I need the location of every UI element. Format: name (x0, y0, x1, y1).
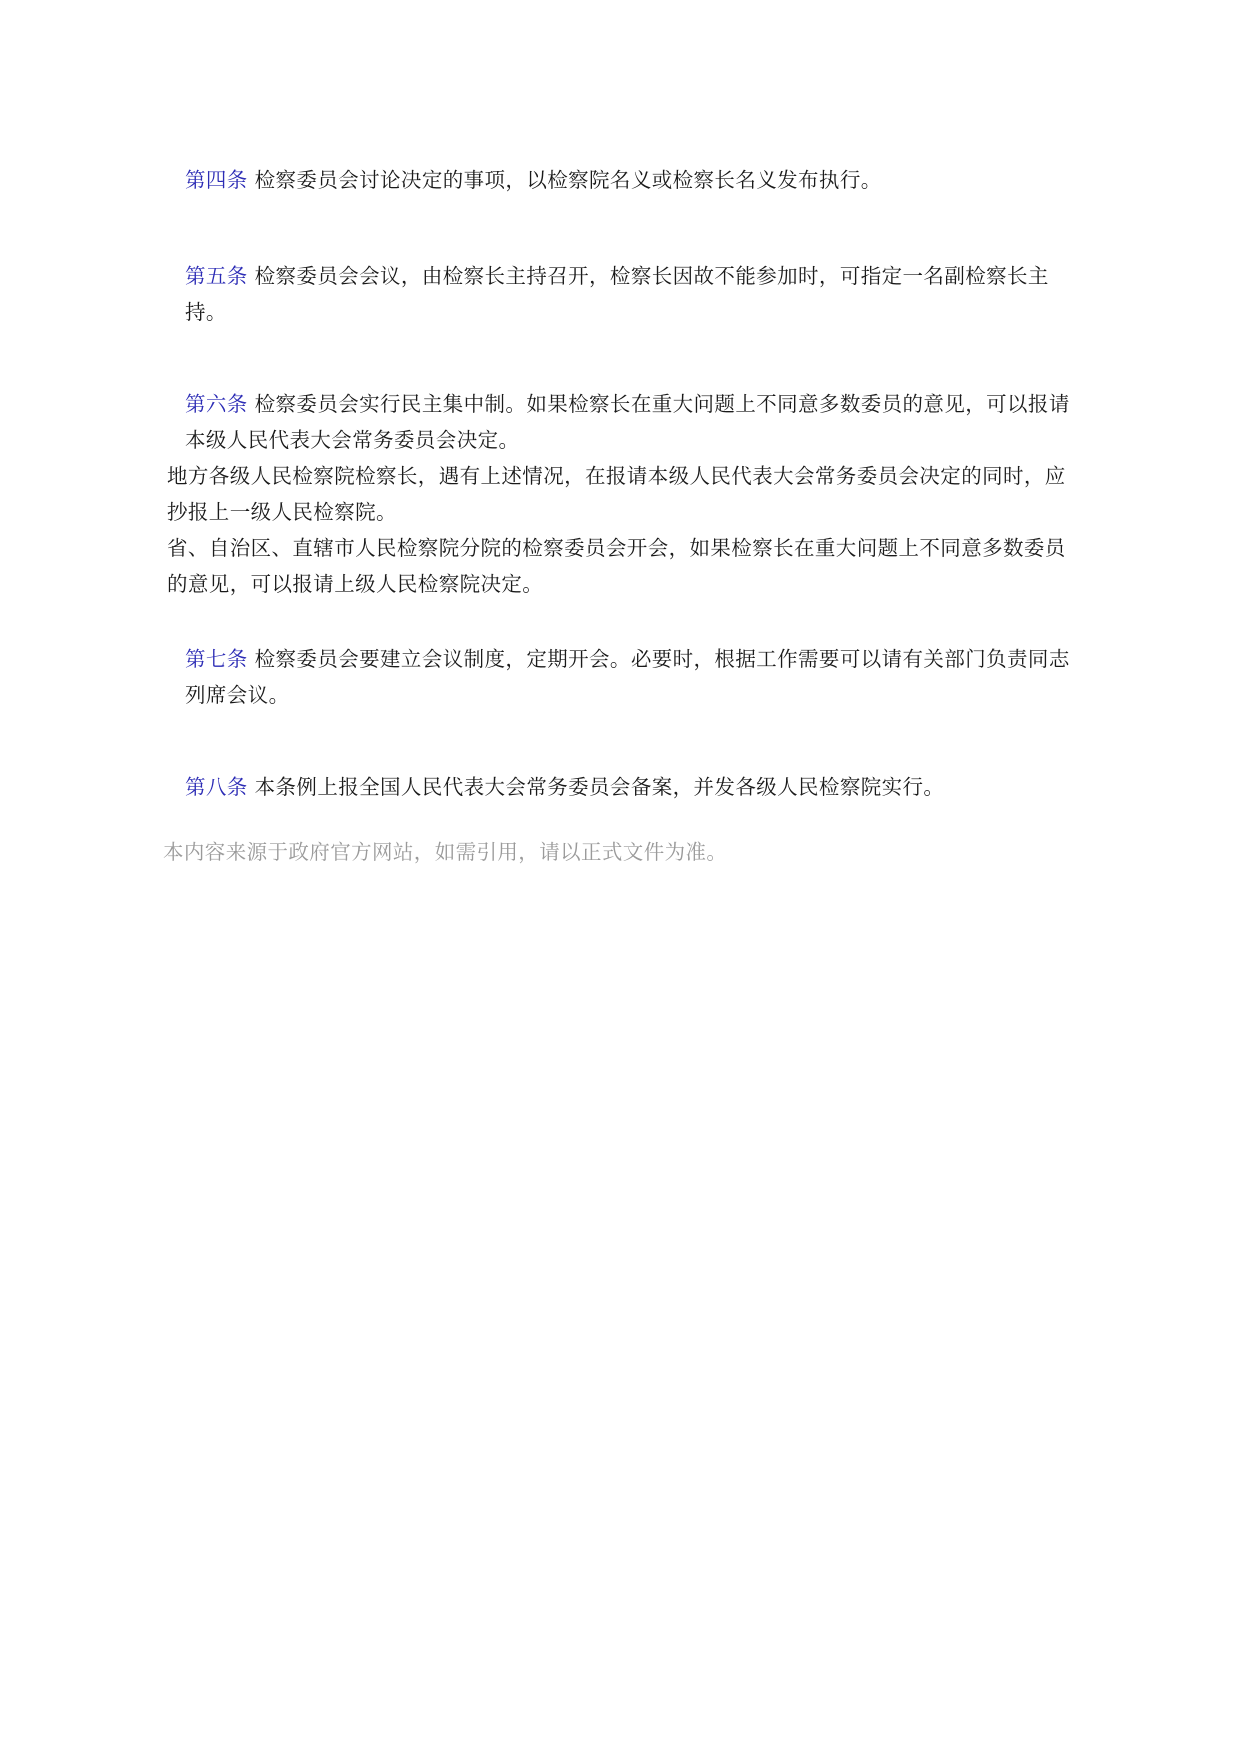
article-7-text: 检察委员会要建立会议制度，定期开会。必要时，根据工作需要可以请有关部门负责同志列席会议。 (185, 647, 1070, 707)
article-8 (163, 769, 1083, 805)
article-8-text: 本条例上报全国人民代表大会常务委员会备案，并发各级人民检察院实行。 (254, 775, 945, 799)
article-6-paragraph-1 (163, 386, 1083, 458)
article-4-paragraph (163, 162, 1083, 198)
article-5-number: 第五条 (185, 264, 248, 288)
article-4-text: 检察委员会讨论决定的事项，以检察院名义或检察长名义发布执行。 (254, 168, 882, 192)
article-7-number: 第七条 (185, 647, 248, 671)
article-5 (163, 258, 1083, 330)
article-8-number: 第八条 (185, 775, 248, 799)
article-4-number: 第四条 (185, 168, 248, 192)
article-4 (163, 162, 1083, 198)
article-8-paragraph (163, 769, 1083, 805)
article-7-paragraph (163, 641, 1083, 713)
article-7 (163, 641, 1083, 713)
source-disclaimer: 本内容来源于政府官方网站，如需引用，请以正式文件为准。 (163, 840, 728, 864)
article-6 (163, 386, 1083, 602)
article-6-paragraph-3: 省、自治区、直辖市人民检察院分院的检察委员会开会，如果检察长在重大问题上不同意多数委员的意见，可以报请上级人民检察院决定。 (167, 536, 1066, 596)
article-6-paragraph-2: 地方各级人民检察院检察长，遇有上述情况，在报请本级人民代表大会常务委员会决定的同时，应抄报上一级人民检察院。 (167, 464, 1066, 524)
article-5-paragraph (163, 258, 1083, 330)
article-6-text-1: 检察委员会实行民主集中制。如果检察长在重大问题上不同意多数委员的意见，可以报请本级人民代表大会常务委员会决定。 (185, 392, 1070, 452)
article-5-text: 检察委员会会议，由检察长主持召开，检察长因故不能参加时，可指定一名副检察长主持。 (185, 264, 1049, 324)
article-6-number: 第六条 (185, 392, 248, 416)
